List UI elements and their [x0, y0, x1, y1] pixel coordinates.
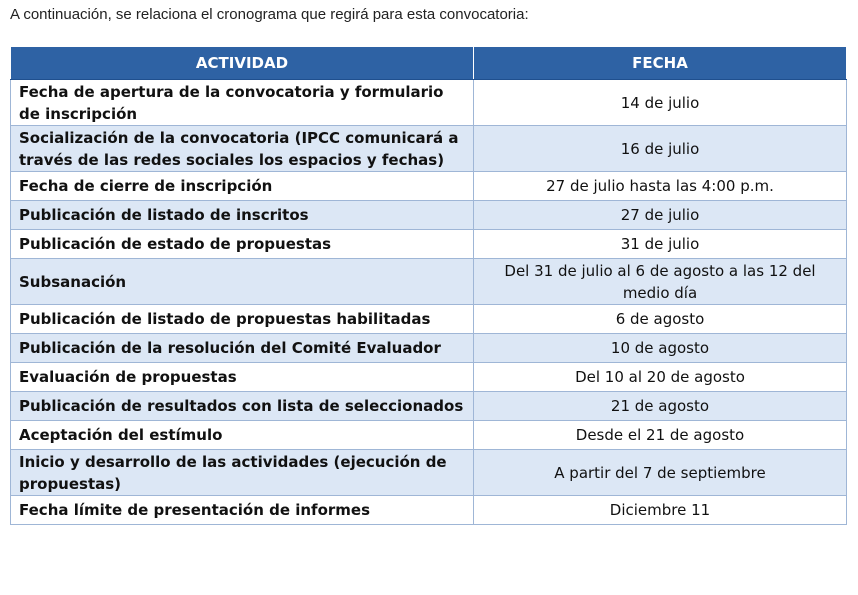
activity-cell: Publicación de listado de propuestas habilitadas [11, 305, 474, 334]
date-cell: 6 de agosto [474, 305, 847, 334]
table-row [11, 334, 847, 363]
date-cell: 27 de julio hasta las 4:00 p.m. [474, 172, 847, 201]
activity-cell: Publicación de resultados con lista de seleccionados [11, 392, 474, 421]
table-row [11, 172, 847, 201]
activity-cell: Fecha de apertura de la convocatoria y formulario de inscripción [11, 80, 474, 126]
activity-cell: Subsanación [11, 259, 474, 305]
date-column-header: FECHA [474, 47, 847, 80]
date-cell: Del 31 de julio al 6 de agosto a las 12 del medio día [474, 259, 847, 305]
date-cell: 14 de julio [474, 80, 847, 126]
table-header-row [11, 47, 847, 80]
date-cell: A partir del 7 de septiembre [474, 450, 847, 496]
activity-cell: Inicio y desarrollo de las actividades (ejecución de propuestas) [11, 450, 474, 496]
date-cell: 10 de agosto [474, 334, 847, 363]
table-row [11, 259, 847, 305]
date-cell: Del 10 al 20 de agosto [474, 363, 847, 392]
date-cell: 31 de julio [474, 230, 847, 259]
activity-cell: Socialización de la convocatoria (IPCC comunicará a través de las redes sociales los espacios y fechas) [11, 126, 474, 172]
date-cell: Desde el 21 de agosto [474, 421, 847, 450]
activity-cell: Fecha límite de presentación de informes [11, 496, 474, 525]
table-row [11, 363, 847, 392]
table-row [11, 80, 847, 126]
table-row [11, 305, 847, 334]
activity-cell: Publicación de estado de propuestas [11, 230, 474, 259]
activity-cell: Publicación de la resolución del Comité Evaluador [11, 334, 474, 363]
activity-cell: Fecha de cierre de inscripción [11, 172, 474, 201]
table-row [11, 126, 847, 172]
date-cell: 21 de agosto [474, 392, 847, 421]
activity-column-header: ACTIVIDAD [11, 47, 474, 80]
table-row [11, 392, 847, 421]
table-row [11, 201, 847, 230]
table-row [11, 450, 847, 496]
activity-cell: Publicación de listado de inscritos [11, 201, 474, 230]
date-cell: Diciembre 11 [474, 496, 847, 525]
table-row [11, 496, 847, 525]
activity-cell: Aceptación del estímulo [11, 421, 474, 450]
table-row [11, 421, 847, 450]
activity-cell: Evaluación de propuestas [11, 363, 474, 392]
date-cell: 16 de julio [474, 126, 847, 172]
date-cell: 27 de julio [474, 201, 847, 230]
schedule-table [10, 46, 847, 525]
intro-text: A continuación, se relaciona el cronograma que regirá para esta convocatoria: [10, 6, 529, 23]
table-row [11, 230, 847, 259]
